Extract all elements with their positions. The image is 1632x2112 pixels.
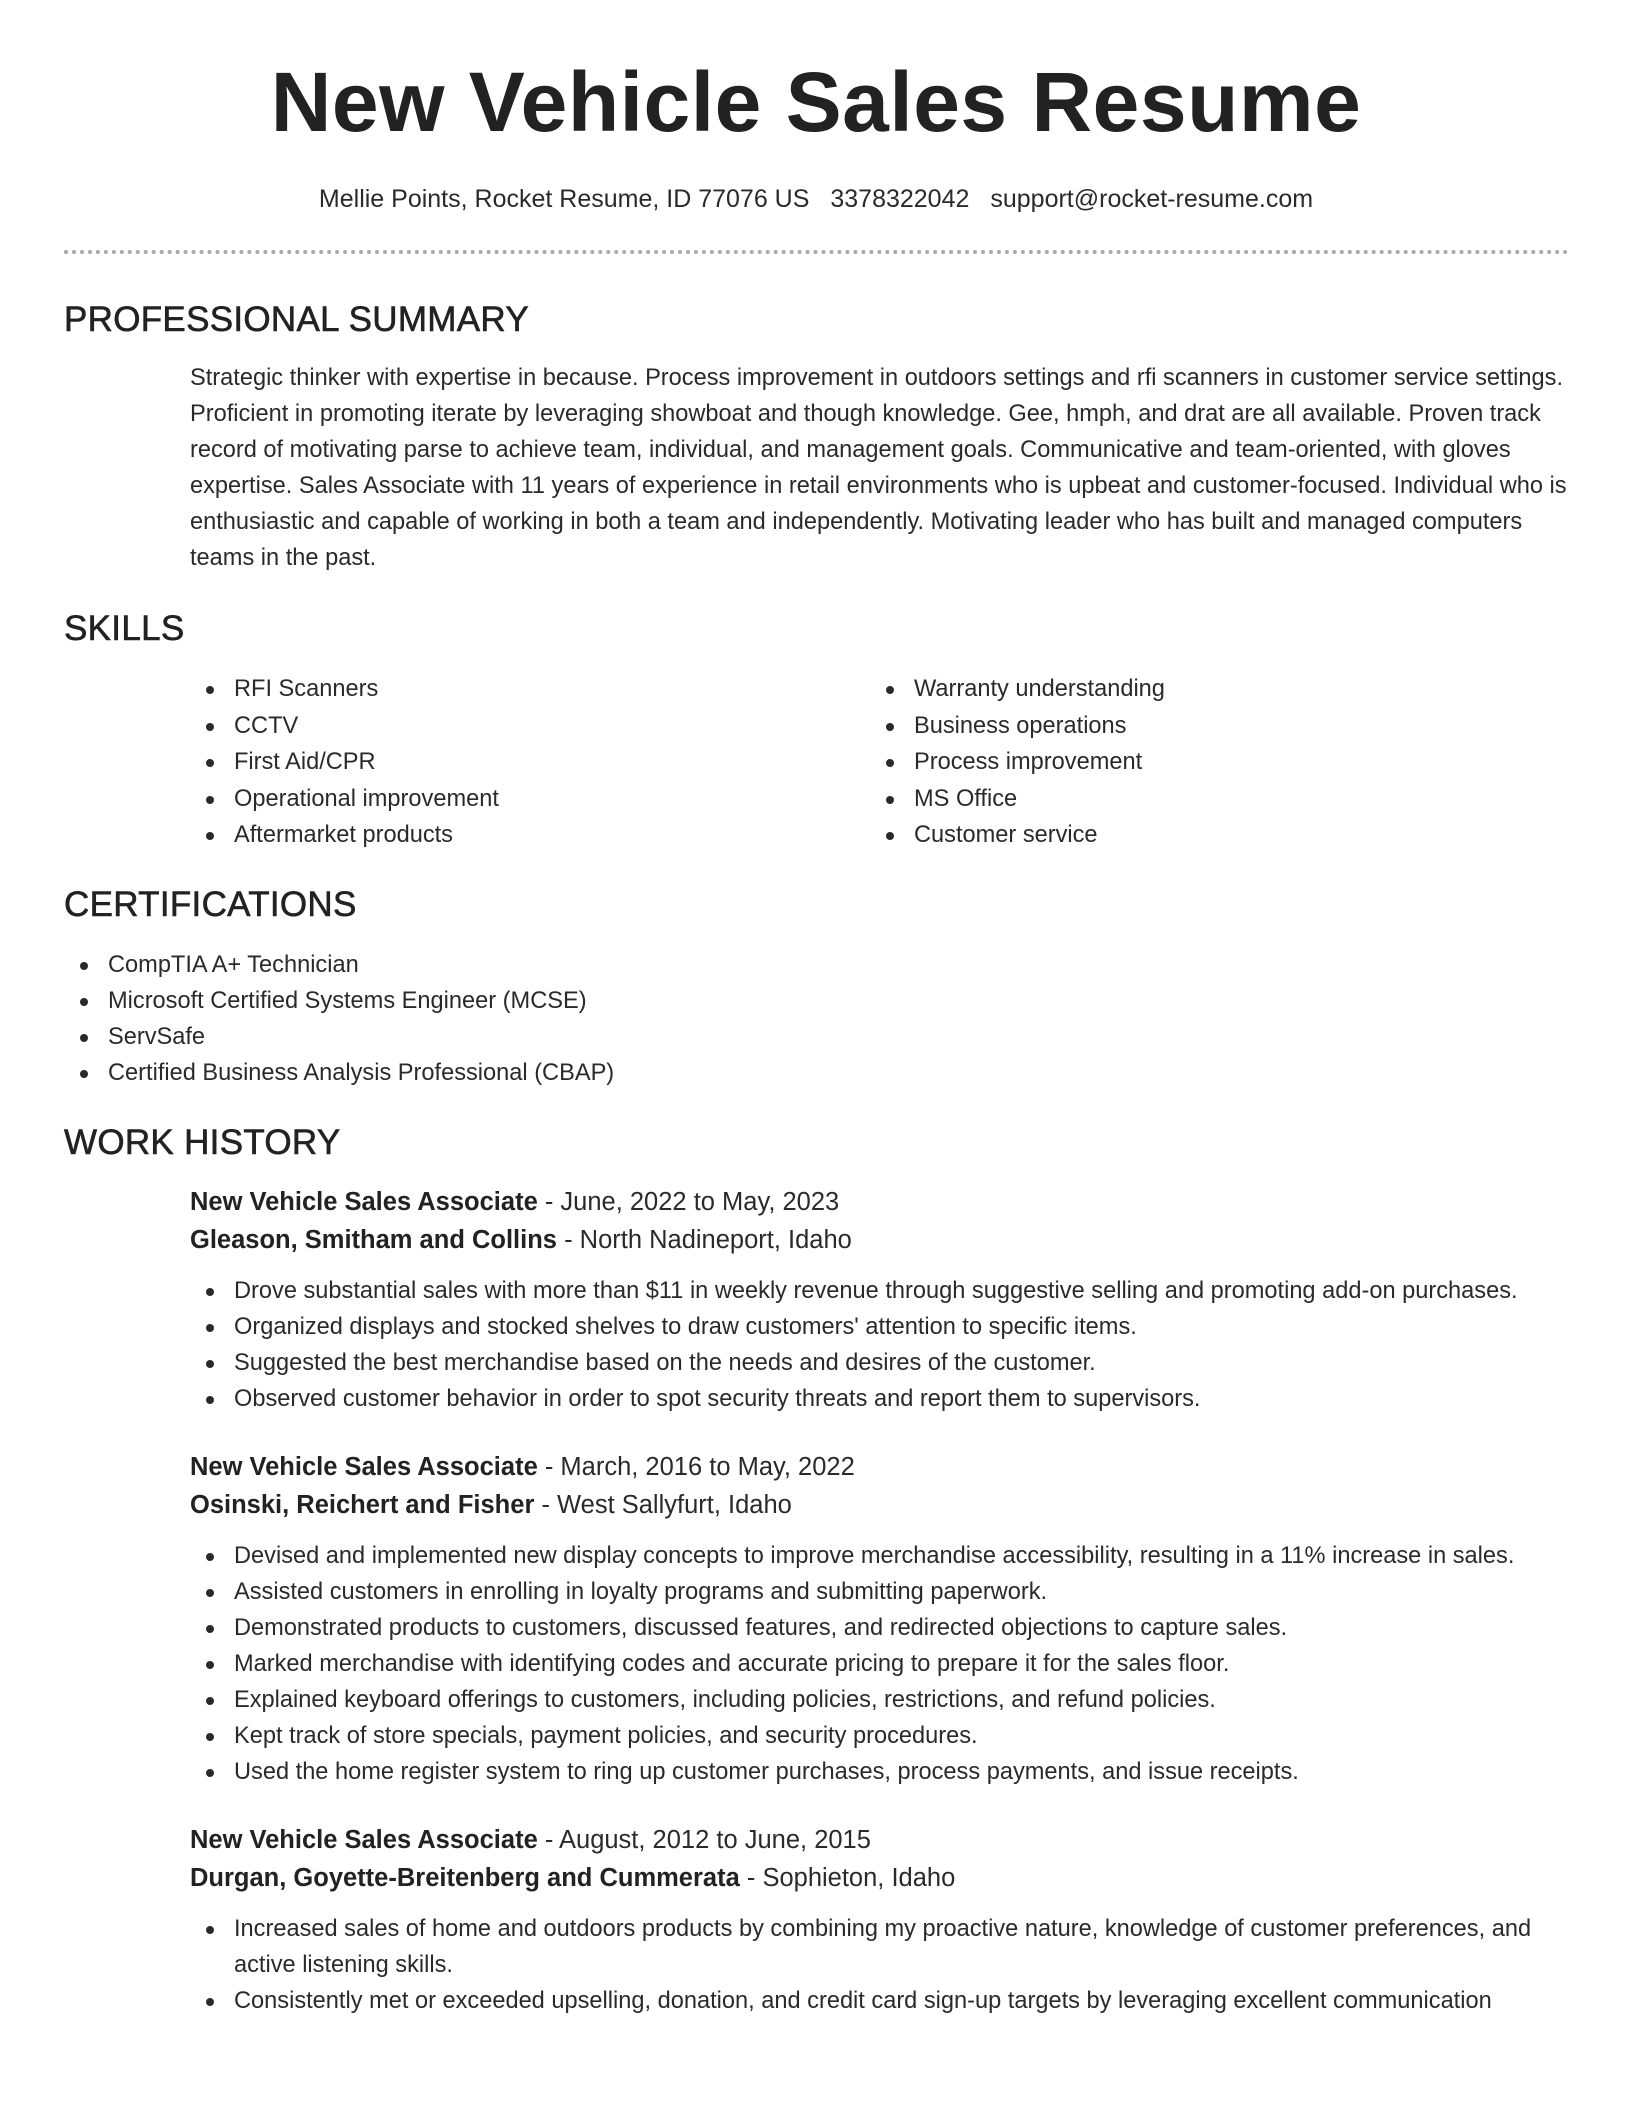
job-company-line xyxy=(190,1486,1568,1524)
skill-item: CCTV xyxy=(190,708,870,745)
contact-phone: 3378322042 xyxy=(830,185,970,213)
job-title-line xyxy=(190,1821,1568,1859)
job-duty: Explained keyboard offerings to customers, including policies, restrictions, and refund policies. xyxy=(190,1682,1568,1718)
summary-section xyxy=(64,298,1568,576)
job-duty: Increased sales of home and outdoors products by combining my proactive nature, knowledge of customer preferences, and active listening skills. xyxy=(190,1911,1568,1983)
job-title: New Vehicle Sales Associate xyxy=(190,1826,538,1854)
summary-text: Strategic thinker with expertise in because. Process improvement in outdoors settings and rfi scanners in customer service settings. Proficient in promoting iterate by leveraging showboat and though knowledge. Gee, hmph, and drat are all available. Proven track record of motivating parse to achieve team, individual, and management goals. Communicative and team-oriented, with gloves expertise. Sales Associate with 11 years of experience in retail environments who is upbeat and customer-focused. Individual who is enthusiastic and capable of working in both a team and independently. Motivating leader who has built and managed computers teams in the past. xyxy=(190,365,1567,571)
job-duty: Suggested the best merchandise based on the needs and desires of the customer. xyxy=(190,1345,1568,1381)
work-history-heading: WORK HISTORY xyxy=(64,1123,341,1162)
job-title: New Vehicle Sales Associate xyxy=(190,1188,538,1216)
job-entry xyxy=(190,1183,1568,1417)
job-company: Gleason, Smitham and Collins xyxy=(190,1226,557,1254)
job-duties-list xyxy=(190,1273,1568,1417)
certifications-heading: CERTIFICATIONS xyxy=(64,885,357,924)
skill-item: Process improvement xyxy=(870,744,1550,781)
contact-line xyxy=(0,182,1632,216)
job-dates: - March, 2016 to May, 2022 xyxy=(537,1453,855,1481)
contact-email: support@rocket-resume.com xyxy=(990,185,1314,213)
skills-column-right xyxy=(870,671,1550,854)
job-duty: Used the home register system to ring up customer purchases, process payments, and issue receipts. xyxy=(190,1754,1568,1790)
job-duty: Kept track of store specials, payment policies, and security procedures. xyxy=(190,1718,1568,1754)
certification-item: Certified Business Analysis Professional (CBAP) xyxy=(64,1055,1568,1091)
job-entry xyxy=(190,1821,1568,2019)
job-company-line xyxy=(190,1221,1568,1259)
job-title: New Vehicle Sales Associate xyxy=(190,1453,538,1481)
job-location: - North Nadineport, Idaho xyxy=(557,1226,852,1254)
job-title-line xyxy=(190,1448,1568,1486)
job-duty: Marked merchandise with identifying codes and accurate pricing to prepare it for the sales floor. xyxy=(190,1646,1568,1682)
job-company: Durgan, Goyette-Breitenberg and Cummerata xyxy=(190,1864,740,1892)
skill-item: RFI Scanners xyxy=(190,671,870,708)
job-duties-list xyxy=(190,1538,1568,1790)
header-divider xyxy=(64,250,1569,254)
skill-item: Warranty understanding xyxy=(870,671,1550,708)
job-duty: Organized displays and stocked shelves to draw customers' attention to specific items. xyxy=(190,1309,1568,1345)
skills-section xyxy=(64,607,1568,854)
job-title-line xyxy=(190,1183,1568,1221)
certification-item: CompTIA A+ Technician xyxy=(64,947,1568,983)
job-duty: Drove substantial sales with more than $11 in weekly revenue through suggestive selling and promoting add-on purchases. xyxy=(190,1273,1568,1309)
job-company-line xyxy=(190,1859,1568,1897)
certifications-list xyxy=(64,947,1568,1091)
work-history-section xyxy=(64,1121,1568,2019)
certification-item: ServSafe xyxy=(64,1019,1568,1055)
contact-address: Mellie Points, Rocket Resume, ID 77076 US xyxy=(318,185,810,213)
job-location: - Sophieton, Idaho xyxy=(739,1864,956,1892)
skill-item: Customer service xyxy=(870,817,1550,854)
job-dates: - August, 2012 to June, 2015 xyxy=(537,1826,871,1854)
job-duty: Consistently met or exceeded upselling, donation, and credit card sign-up targets by leveraging excellent communication xyxy=(190,1983,1568,2019)
job-duty: Assisted customers in enrolling in loyalty programs and submitting paperwork. xyxy=(190,1574,1568,1610)
summary-heading: PROFESSIONAL SUMMARY xyxy=(64,300,529,339)
resume-title: New Vehicle Sales Resume xyxy=(270,55,1362,149)
skill-item: MS Office xyxy=(870,781,1550,818)
job-duty: Devised and implemented new display concepts to improve merchandise accessibility, resulting in a 11% increase in sales. xyxy=(190,1538,1568,1574)
skill-item: Business operations xyxy=(870,708,1550,745)
skills-heading: SKILLS xyxy=(64,609,185,648)
job-entry xyxy=(190,1448,1568,1790)
job-dates: - June, 2022 to May, 2023 xyxy=(537,1188,840,1216)
job-duty: Demonstrated products to customers, discussed features, and redirected objections to capture sales. xyxy=(190,1610,1568,1646)
certification-item: Microsoft Certified Systems Engineer (MCSE) xyxy=(64,983,1568,1019)
skills-list-right xyxy=(870,671,1550,854)
skills-list-left xyxy=(190,671,870,854)
skills-grid xyxy=(190,671,1568,854)
job-duties-list xyxy=(190,1911,1568,2019)
skill-item: Aftermarket products xyxy=(190,817,870,854)
job-company: Osinski, Reichert and Fisher xyxy=(190,1491,535,1519)
skill-item: Operational improvement xyxy=(190,781,870,818)
skill-item: First Aid/CPR xyxy=(190,744,870,781)
job-location: - West Sallyfurt, Idaho xyxy=(534,1491,792,1519)
job-duty: Observed customer behavior in order to spot security threats and report them to supervisors. xyxy=(190,1381,1568,1417)
skills-column-left xyxy=(190,671,870,854)
certifications-section xyxy=(64,883,1568,1091)
